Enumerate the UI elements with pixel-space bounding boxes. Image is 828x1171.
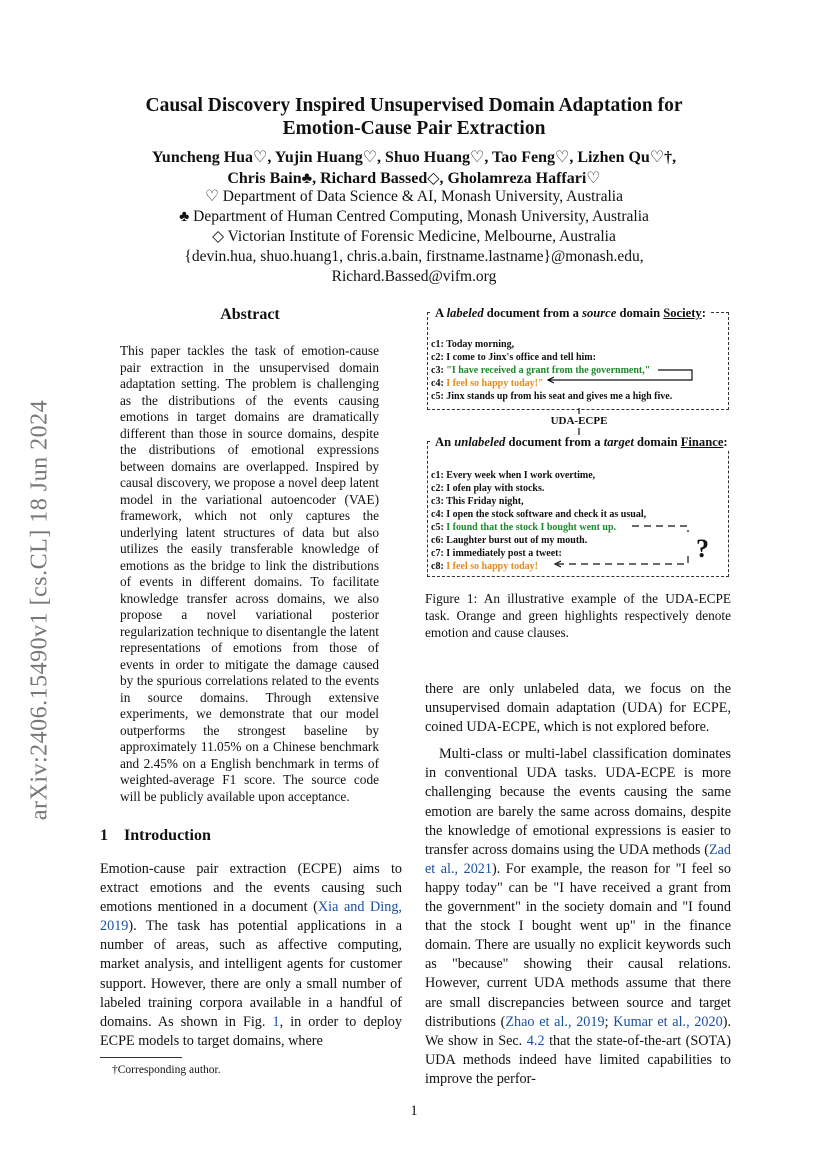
paper-title: Causal Discovery Inspired Unsupervised Domain Adaptation for Emotion-Cause Pair Extraction xyxy=(145,95,683,139)
footnote: †Corresponding author. xyxy=(112,1064,221,1076)
affiliation-3: ◇ Victorian Institute of Forensic Medicine, Melbourne, Australia xyxy=(212,228,616,245)
citation-link[interactable]: Kumar et al., 2020 xyxy=(613,1013,723,1030)
abstract-heading: Abstract xyxy=(220,306,280,323)
uda-ecpe-label: UDA-ECPE xyxy=(550,415,608,427)
clause-c5: c5: Jinx stands up from his seat and gives me a high five. xyxy=(431,391,673,402)
abstract-text: This paper tackles the task of emotion-cause pair extraction in the unsupervised domain adaptation setting. The problem is challenging as the distributions of the events causing emotions in target domains are dramatically different than those in source domains, despite the distributions of emotional expressions between domains are overlapped. Inspired by causal discovery, we propose a novel deep latent model in the variational autoencoder (VAE) framework, which not only captures the underlying latent structures of data but also utilizes the easily transferable knowledge of emotions as the bridge to link the distributions of events in different domains. To facilitate knowledge transfer across domains, we also propose a novel variational posterior regularization technique to disentangle the latent representations of emotions from those of events in order to mitigate the damage caused by the spurious correlations related to the events in source domains. Through extensive experiments, we demonstrate that our model outperforms the strongest baseline by approximately 11.05% on a Chinese benchmark and 2.45% on a English benchmark in terms of weighted-average F1 score. The source code will be publicly available upon acceptance. xyxy=(120,343,379,804)
target-document-box xyxy=(427,435,729,577)
clause-c7: c7: I immediately post a tweet: xyxy=(431,548,562,559)
affiliations xyxy=(0,187,828,287)
paragraph: Multi-class or multi-label classification dominates in conventional UDA tasks. UDA-ECPE is more challenging because the events causing the same emotion are barely the same across domains, despite the knowledge of emotional expressions is easier to transfer across domains using the UDA methods (Zad et al., 2021). For example, the reason for "I feel so happy today" can be "I have received a grant from the government" in the society domain and "I found that the stock I bought went up" in the finance domain. There are usually no explicit keywords such as "because" showing their causal relations. However, current UDA methods assume that there are small discrepancies between source and target distributions (Zhao et al., 2019; Kumar et al., 2020). We show in Sec. 4.2 that the state-of-the-art (SOTA) UDA methods indeed have limited capabilities to improve the perfor- xyxy=(425,746,731,1087)
clause-c1: c1: Every week when I work overtime, xyxy=(431,470,596,481)
author-list: Yuncheng Hua♡, Yujin Huang♡, Shuo Huang♡, Tao Feng♡, Lizhen Qu♡†, Chris Bain♣, Richard Bassed◇, Gholamreza Haffari♡ xyxy=(151,149,677,187)
figure-ref-link[interactable]: 1 xyxy=(272,1013,280,1030)
page-number: 1 xyxy=(410,1103,418,1119)
citation-link[interactable]: Zad et al., 2021 xyxy=(425,841,731,877)
affiliation-1: ♡ Department of Data Science & AI, Monash University, Australia xyxy=(205,188,623,205)
figure-1 xyxy=(420,306,732,582)
affiliation-2: ♣ Department of Human Centred Computing, Monash University, Australia xyxy=(179,208,649,225)
clause-c4: c4: I open the stock software and check it as usual, xyxy=(431,509,647,520)
clause-c3-cause: c3: "I have received a grant from the government," xyxy=(431,365,651,376)
section-heading-introduction: 1 Introduction xyxy=(100,827,211,844)
paragraph: there are only unlabeled data, we focus on the unsupervised domain adaptation (UDA) for ECPE, coined UDA-ECPE, which is not explored before. xyxy=(425,681,731,736)
clause-c5-cause: c5: I found that the stock I bought went up. xyxy=(431,522,617,533)
intro-paragraph: Emotion-cause pair extraction (ECPE) aims to extract emotions and the events causing such emotions mentioned in a document (Xia and Ding, 2019). The task has potential applications in a number of areas, such as affective computing, market analysis, and intelligent agents for customer support. However, there are only a small number of labeled training corpora available in a handful of domains. As shown in Fig. 1, in order to deploy ECPE models to target domains, where xyxy=(100,861,402,1049)
email-line-2: Richard.Bassed@vifm.org xyxy=(331,268,497,285)
email-line-1: {devin.hua, shuo.huang1, chris.a.bain, firstname.lastname}@monash.edu, xyxy=(184,248,644,265)
figure-caption: Figure 1: An illustrative example of the UDA-ECPE task. Orange and green highlights respectively denote emotion and cause clauses. xyxy=(425,591,731,640)
clause-c8-emotion: c8: I feel so happy today! xyxy=(431,561,538,572)
clause-c3: c3: This Friday night, xyxy=(431,496,524,507)
source-box-heading: A labeled document from a source domain Society: xyxy=(432,306,709,321)
clause-c4-emotion: c4: I feel so happy today!" xyxy=(431,378,544,389)
cause-link-arrow xyxy=(548,370,692,380)
clause-c2: c2: I come to Jinx's office and tell him: xyxy=(431,352,596,363)
target-box-heading: An unlabeled document from a target domain Finance: xyxy=(432,435,731,450)
footnote-rule xyxy=(100,1057,182,1058)
arxiv-stamp: arXiv:2406.15490v1 [cs.CL] 18 Jun 2024 xyxy=(26,399,53,821)
right-column-text xyxy=(425,680,731,1089)
section-ref-link[interactable]: 4.2 xyxy=(526,1032,545,1049)
citation-link[interactable]: Xia and Ding, 2019 xyxy=(100,899,402,935)
question-mark-icon: ? xyxy=(696,534,709,563)
clause-c6: c6: Laughter burst out of my mouth. xyxy=(431,535,588,546)
citation-link[interactable]: Zhao et al., 2019 xyxy=(505,1013,605,1030)
clause-c2: c2: I ofen play with stocks. xyxy=(431,483,545,494)
clause-c1: c1: Today morning, xyxy=(431,339,515,350)
